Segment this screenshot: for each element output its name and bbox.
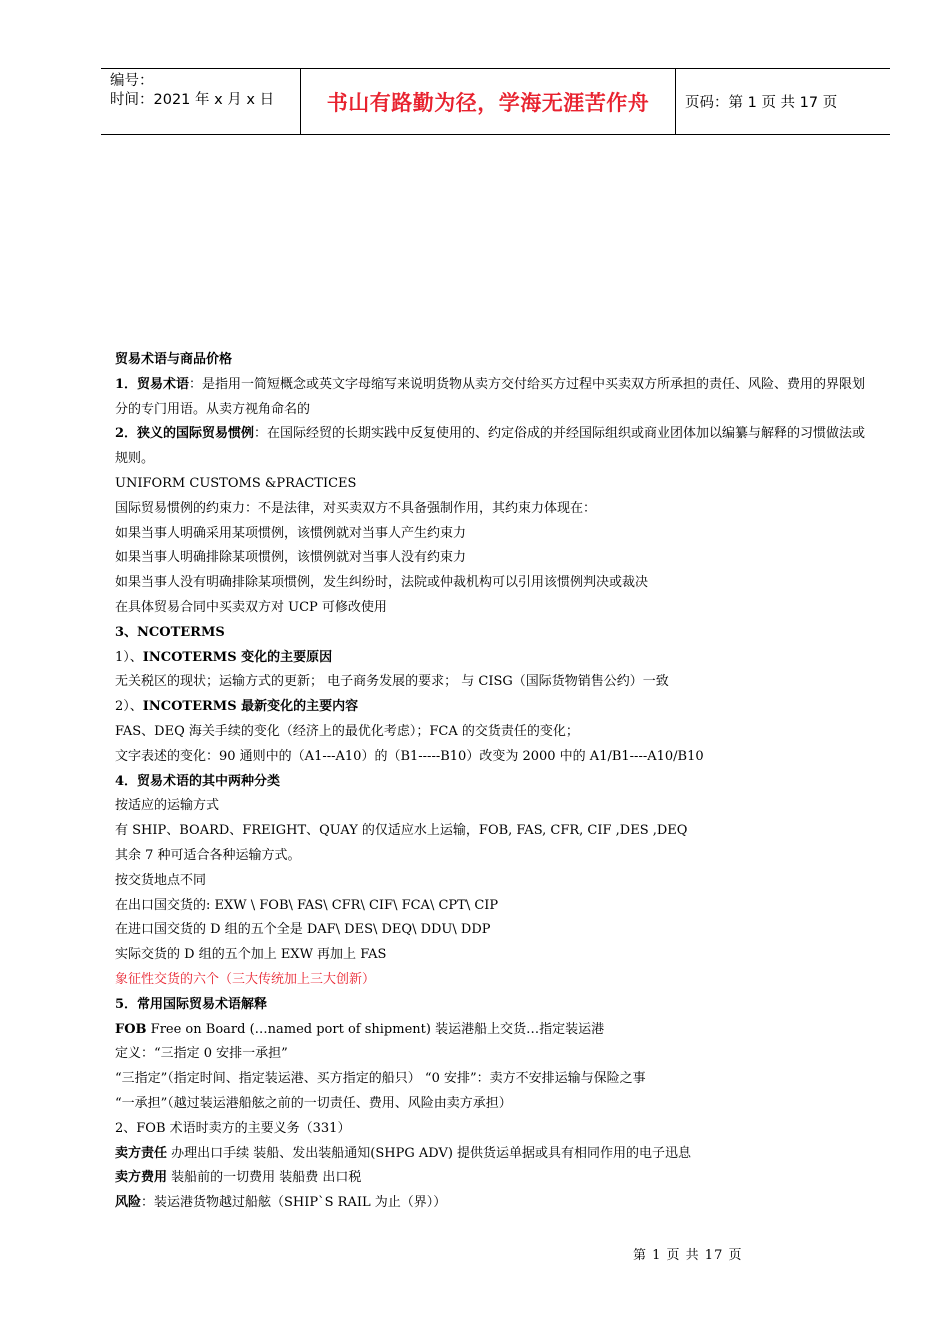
body-text: ：在国际经贸的长期实践中反复使用的、约定俗成的并经国际组织或商业团体加以编纂与解释的习惯做法或规则。	[115, 426, 866, 467]
body-text: 如果当事人没有明确排除某项惯例，发生纠纷时，法院或仲裁机构可以引用该惯例判决或裁决	[115, 575, 649, 591]
body-line	[115, 670, 875, 695]
body-text: 1）、	[115, 649, 143, 665]
highlight-text: 象征性交货的六个（三大传统加上三大创新）	[115, 971, 376, 987]
body-line	[115, 968, 875, 993]
bold-text: FOB	[115, 1021, 147, 1037]
bold-text: INCOTERMS 最新变化的主要内容	[142, 699, 359, 715]
body-line	[115, 1042, 875, 1067]
body-text: 实际交货的 D 组的五个加上 EXW 再加上 FAS	[115, 947, 387, 963]
body-line	[115, 1191, 875, 1216]
body-line	[115, 348, 875, 373]
body-text: 如果当事人明确采用某项惯例，该惯例就对当事人产生约束力	[115, 525, 467, 541]
body-text: 国际贸易惯例的约束力：不是法律，对买卖双方不具备强制作用，其约束力体现在：	[115, 500, 597, 516]
body-text: 有 SHIP、BOARD、FREIGHT、QUAY 的仅适应水上运输，FOB, FAS, CFR, CIF ,DES ,DEQ	[115, 823, 688, 839]
body-text: 在具体贸易合同中买卖双方对 UCP 可修改使用	[115, 599, 387, 615]
body-text: ：是指用一简短概念或英文字母缩写来说明货物从卖方交付给买方过程中买卖双方所承担的责任、风险、费用的界限划分的专门用语。从卖方视角命名的	[115, 376, 866, 417]
header-number: 编号：	[110, 73, 154, 89]
body-line	[115, 844, 875, 869]
body-text: 如果当事人明确排除某项惯例，该惯例就对当事人没有约束力	[115, 550, 467, 566]
body-text: 在进口国交货的 D 组的五个全是 DAF\ DES\ DEQ\ DDU\ DDP	[115, 922, 491, 938]
body-line	[115, 1067, 875, 1092]
body-text: 定义：“三指定 0 安排一承担”	[115, 1046, 288, 1062]
body-line	[115, 571, 875, 596]
header-time: 时间：2021 年 x 月 x 日	[110, 92, 275, 108]
bold-text: 5．常用国际贸易术语解释	[115, 996, 268, 1012]
body-line	[115, 472, 875, 497]
body-line	[115, 695, 875, 720]
body-text: “一承担”（越过装运港船舷之前的一切责任、费用、风险由卖方承担）	[115, 1095, 512, 1111]
body-line	[115, 596, 875, 621]
body-text: “三指定”（指定时间、指定装运港、买方指定的船只） “0 安排”：卖方不安排运输与保险之事	[115, 1071, 646, 1087]
body-line	[115, 918, 875, 943]
body-line	[115, 993, 875, 1018]
body-line	[115, 1092, 875, 1117]
body-text: 办理出口手续 装船、发出装船通知(SHPG ADV) 提供货运单据或具有相同作用的电子迅息	[167, 1145, 692, 1161]
body-line	[115, 497, 875, 522]
body-text: 2、FOB 术语时卖方的主要义务（331）	[115, 1120, 351, 1136]
body-text: 在出口国交货的: EXW \ FOB\ FAS\ CFR\ CIF\ FCA\ CPT\ CIP	[115, 897, 499, 913]
body-text: Free on Board (…named port of shipment) 装运港船上交货…指定装运港	[146, 1021, 605, 1037]
body-line	[115, 869, 875, 894]
body-line	[115, 1142, 875, 1167]
body-line	[115, 1166, 875, 1191]
bold-text: 2．狭义的国际贸易惯例	[115, 426, 255, 442]
page-footer: 第 1 页 共 17 页	[633, 1248, 743, 1263]
body-text: 其余 7 种可适合各种运输方式。	[115, 847, 301, 863]
bold-text: 贸易术语与商品价格	[115, 352, 233, 367]
body-line	[115, 720, 875, 745]
header-page-number: 页码：第 1 页 共 17 页	[685, 95, 838, 111]
bold-text: 卖方责任	[115, 1145, 168, 1161]
body-line	[115, 1018, 875, 1043]
bold-text: 3、NCOTERMS	[115, 624, 225, 640]
body-line	[115, 1117, 875, 1142]
bold-text: 风险	[115, 1195, 142, 1211]
body-line	[115, 522, 875, 547]
body-text: UNIFORM CUSTOMS &PRACTICES	[115, 475, 357, 491]
bold-text: INCOTERMS 变化的主要原因	[142, 649, 333, 665]
body-line	[115, 745, 875, 770]
body-text: 按交货地点不同	[115, 872, 207, 888]
body-line	[115, 373, 875, 423]
body-line	[115, 422, 875, 472]
document-body	[115, 348, 875, 1216]
header-meta	[101, 69, 301, 134]
body-text: FAS、DEQ 海关手续的变化（经济上的最优化考虑）；FCA 的交货责任的变化；	[115, 723, 579, 739]
body-text: 按适应的运输方式	[115, 798, 220, 814]
body-text: 无关税区的现状；运输方式的更新； 电子商务发展的要求； 与 CISG（国际货物销售公约）一致	[115, 674, 669, 690]
body-line	[115, 794, 875, 819]
body-line	[115, 770, 875, 795]
bold-text: 卖方费用	[115, 1170, 168, 1186]
body-line	[115, 943, 875, 968]
body-line	[115, 819, 875, 844]
body-line	[115, 894, 875, 919]
body-line	[115, 546, 875, 571]
body-text: 装船前的一切费用 装船费 出口税	[167, 1170, 362, 1186]
body-text: ：装运港货物越过船舷（SHIP`S RAIL 为止（界））	[141, 1195, 447, 1211]
body-line	[115, 621, 875, 646]
bold-text: 4．贸易术语的其中两种分类	[115, 773, 281, 789]
body-text: 2）、	[115, 699, 143, 715]
body-text: 文字表述的变化：90 通则中的（A1---A10）的（B1-----B10）改变为 2000 中的 A1/B1----A10/B10	[115, 748, 704, 764]
body-line	[115, 646, 875, 671]
page-header	[101, 68, 890, 135]
bold-text: 1．贸易术语	[115, 376, 190, 392]
header-motto: 书山有路勤为径，学海无涯苦作舟	[301, 69, 676, 134]
